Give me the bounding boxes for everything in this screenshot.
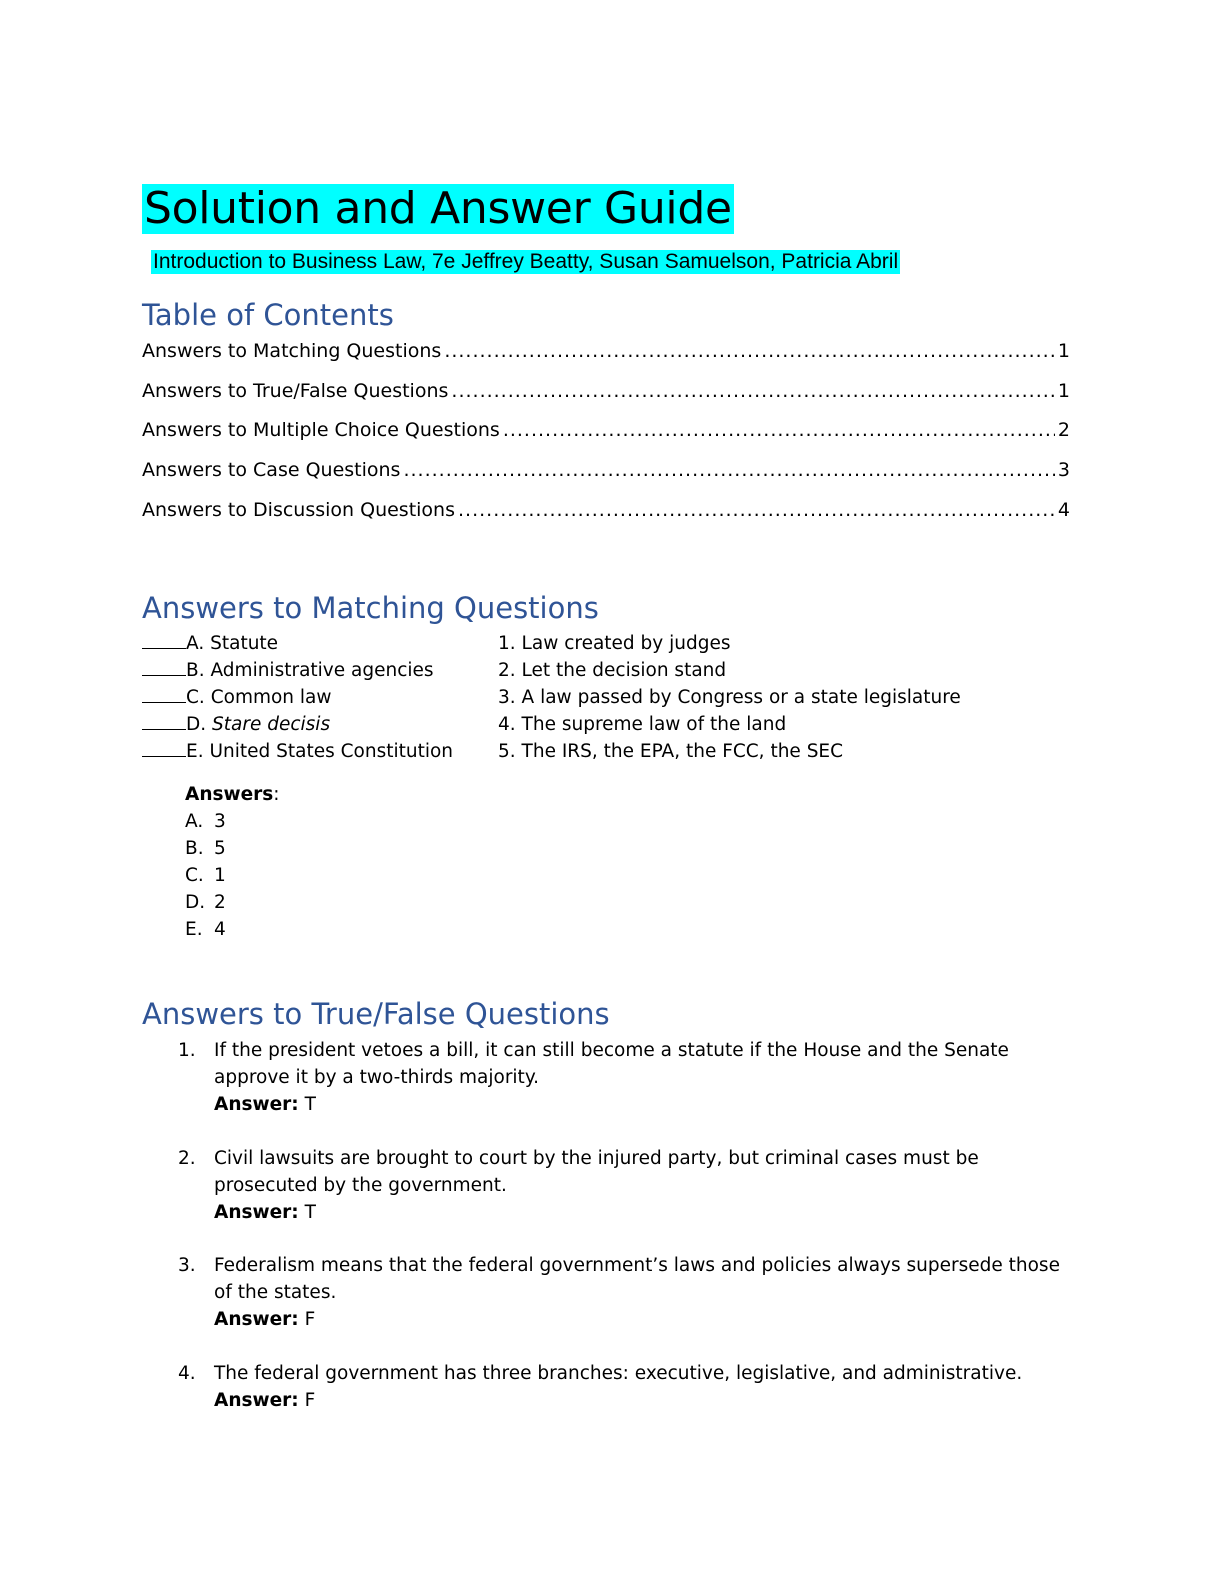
toc-entry-label[interactable]: Answers to Multiple Choice Questions — [142, 419, 500, 442]
question-text: If the president vetoes a bill, it can still become a statute if the House and the Senate approve it by a two-thirds majority. — [214, 1040, 1009, 1088]
matching-letter: D. — [186, 714, 207, 735]
toc-entry[interactable] — [142, 499, 1070, 539]
toc-heading: Table of Contents — [142, 298, 394, 332]
question-text: Federalism means that the federal government’s laws and policies always supersede those of the states. — [214, 1255, 1060, 1303]
answer-letter: A. — [185, 811, 204, 832]
answer-blank — [142, 684, 186, 703]
answer-letter: B. — [185, 838, 204, 859]
question-number: 4. — [178, 1362, 196, 1384]
toc-entry-label[interactable]: Answers to True/False Questions — [142, 379, 449, 402]
true-false-item — [142, 1037, 1062, 1145]
answers-label — [185, 781, 280, 808]
true-false-item — [142, 1252, 1062, 1360]
document-subtitle: Introduction to Business Law, 7e Jeffrey Beatty, Susan Samuelson, Patricia Abril — [153, 250, 899, 273]
answer-label: Answer: — [214, 1094, 299, 1115]
matching-row — [142, 711, 1042, 738]
answer-value: 4 — [214, 919, 226, 940]
answer-value: F — [304, 1309, 316, 1330]
question-answer — [214, 1199, 1064, 1226]
toc-leader-dots — [503, 419, 1055, 441]
answer-value: T — [304, 1201, 316, 1223]
question-number: 1. — [178, 1040, 196, 1061]
matching-answers-list — [185, 808, 385, 943]
matching-term: United States Constitution — [209, 741, 454, 762]
question-answer — [214, 1306, 1064, 1333]
table-of-contents — [142, 340, 1070, 538]
matching-term: Common law — [210, 687, 332, 708]
matching-number: 3. — [498, 687, 516, 708]
question-answer — [214, 1387, 1064, 1414]
answers-label-colon: : — [273, 784, 280, 805]
matching-definition: A law passed by Congress or a state legislature — [521, 687, 961, 708]
answer-item — [185, 889, 385, 916]
matching-letter: A. — [186, 633, 205, 654]
answer-blank — [142, 657, 186, 676]
toc-leader-dots — [444, 340, 1055, 362]
toc-entry[interactable] — [142, 459, 1070, 499]
question-answer — [214, 1091, 1064, 1118]
toc-entry-label[interactable]: Answers to Case Questions — [142, 459, 401, 482]
answers-label-text: Answers — [185, 784, 274, 805]
matching-list — [142, 630, 1042, 765]
matching-letter: C. — [186, 687, 205, 708]
matching-definition: Law created by judges — [521, 633, 731, 654]
matching-number: 2. — [498, 660, 516, 681]
toc-entry-label[interactable]: Answers to Matching Questions — [142, 340, 442, 362]
question-text: The federal government has three branches: executive, legislative, and administrative. — [214, 1362, 1023, 1384]
matching-row — [142, 738, 1042, 765]
matching-row — [142, 630, 1042, 657]
answer-blank — [142, 711, 186, 730]
toc-entry-label[interactable]: Answers to Discussion Questions — [142, 498, 455, 521]
document-title: Solution and Answer Guide — [144, 183, 732, 234]
true-false-item — [142, 1360, 1062, 1468]
matching-definition: The supreme law of the land — [521, 714, 787, 735]
question-number: 3. — [178, 1255, 196, 1276]
matching-term: Stare decisis — [212, 714, 331, 735]
matching-row — [142, 684, 1042, 711]
answer-item — [185, 862, 385, 889]
true-false-list — [142, 1037, 1062, 1467]
question-number: 2. — [178, 1147, 196, 1169]
matching-term: Administrative agencies — [210, 660, 434, 681]
answer-value: 2 — [214, 892, 226, 913]
matching-row — [142, 657, 1042, 684]
toc-entry[interactable] — [142, 419, 1070, 459]
matching-letter: B. — [186, 660, 205, 681]
toc-leader-dots — [451, 380, 1055, 402]
answer-value: F — [304, 1389, 316, 1411]
true-false-heading: Answers to True/False Questions — [142, 997, 610, 1031]
answer-letter: D. — [185, 892, 206, 913]
answer-letter: C. — [185, 865, 204, 886]
matching-definition: Let the decision stand — [521, 660, 727, 681]
toc-leader-dots — [458, 499, 1055, 521]
answer-label: Answer: — [214, 1389, 299, 1411]
matching-heading: Answers to Matching Questions — [142, 591, 599, 625]
matching-letter: E. — [186, 741, 204, 762]
toc-entry[interactable] — [142, 380, 1070, 420]
toc-entry-page[interactable]: 3 — [1057, 459, 1070, 482]
matching-number: 1. — [498, 633, 516, 654]
toc-entry-page[interactable]: 1 — [1057, 340, 1070, 362]
toc-entry-page[interactable]: 4 — [1057, 498, 1070, 521]
answer-item — [185, 808, 385, 835]
answer-value: 5 — [214, 838, 226, 859]
answer-value: 1 — [214, 865, 226, 886]
answer-value: 3 — [214, 811, 226, 832]
matching-number: 4. — [498, 714, 516, 735]
answer-blank — [142, 630, 186, 649]
answer-label: Answer: — [214, 1309, 299, 1330]
answer-blank — [142, 738, 186, 757]
matching-term: Statute — [210, 633, 279, 654]
toc-entry-page[interactable]: 1 — [1057, 379, 1070, 402]
answer-letter: E. — [185, 919, 203, 940]
matching-definition: The IRS, the EPA, the FCC, the SEC — [521, 741, 844, 762]
toc-leader-dots — [403, 459, 1054, 481]
answer-value: T — [304, 1094, 316, 1115]
toc-entry-page[interactable]: 2 — [1057, 419, 1070, 442]
question-text: Civil lawsuits are brought to court by the injured party, but criminal cases must be prosecuted by the government. — [214, 1147, 979, 1196]
answer-item — [185, 835, 385, 862]
toc-entry[interactable] — [142, 340, 1070, 380]
matching-number: 5. — [498, 741, 516, 762]
answer-label: Answer: — [214, 1201, 299, 1223]
answer-item — [185, 916, 385, 943]
true-false-item — [142, 1145, 1062, 1253]
